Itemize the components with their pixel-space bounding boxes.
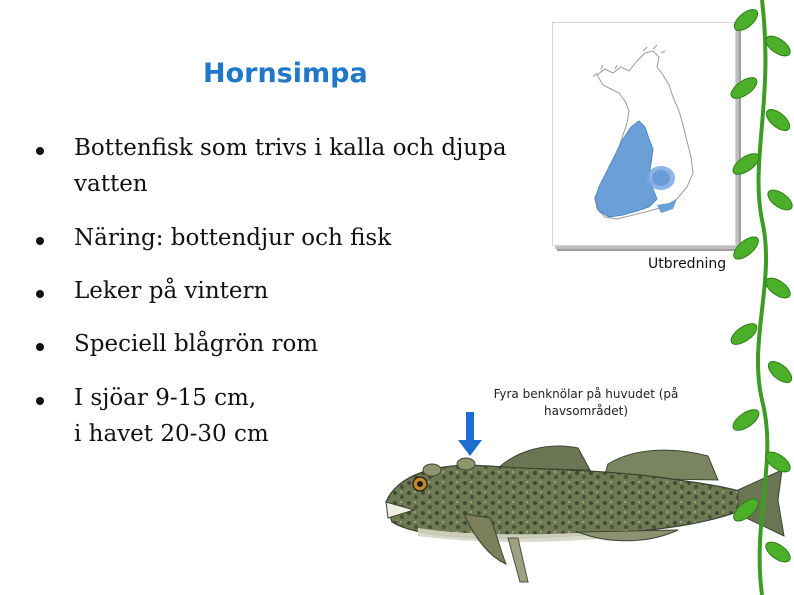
bullet-text: Bottenfisk som trivs i kalla och djupa vatten	[74, 135, 507, 197]
slide-title: Hornsimpa	[203, 58, 368, 89]
bullet-dot	[36, 290, 44, 298]
bullet-text: Leker på vintern	[74, 278, 269, 304]
bullet-dot	[36, 147, 44, 155]
bullet-text: Speciell blågrön rom	[74, 331, 319, 357]
bullet-dot	[36, 237, 44, 245]
map-caption: Utbredning	[648, 256, 727, 272]
bullet-dot	[36, 397, 44, 405]
water-plant-icon	[722, 0, 794, 595]
finland-map-icon	[553, 23, 735, 245]
bullet-text: I sjöar 9-15 cm, i havet 20-30 cm	[74, 385, 269, 447]
fish-caption: Fyra benknölar på huvudet (på havsområdet)	[493, 387, 679, 418]
bullet-text: Näring: bottendjur och fisk	[74, 225, 392, 251]
distribution-map	[552, 22, 736, 246]
bullet-dot	[36, 343, 44, 351]
